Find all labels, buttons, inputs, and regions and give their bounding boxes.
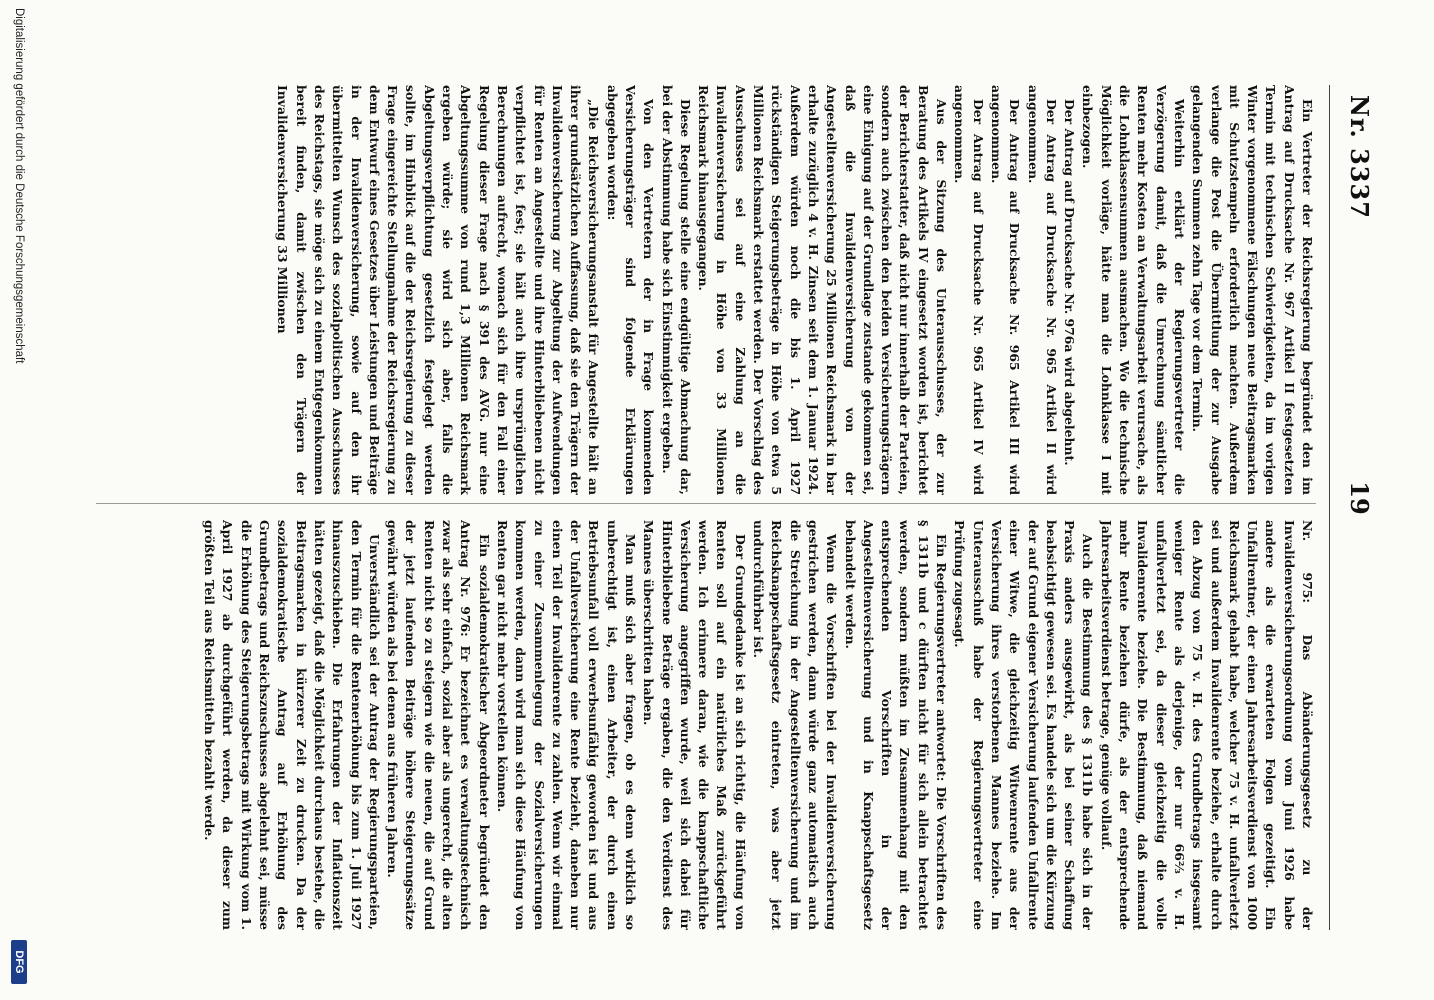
- paragraph: Diese Regelung stelle eine endgültige Abmachung dar, bei der Abstimmung habe sich Einstimmigkeit ergeben.: [659, 85, 693, 495]
- header-rule: [1329, 85, 1330, 930]
- paragraph: Ein Regierungsvertreter antwortet: Die Vorschriften des § 1311b und c dürften nicht für sich allein betrachtet werden, sondern müßten im Zusammenhang mit den entsprechenden Vorschriften in der Angestelltenversicherung und in Knappschaftsgesetz behandelt werden.: [842, 520, 950, 930]
- credit-text: Digitalisierung gefördert durch die Deutsche Forschungsgemeinschaft: [13, 8, 25, 364]
- paragraph: Auch die Bestimmung des § 1311b habe sich in der Praxis anders ausgewirkt, als bei seiner Schaffung beabsichtigt gewesen sei. Es handele sich um die Kürzung der auf Grund eigener Versicherung laufenden Unfallrente einer Witwe, die gleichzeitig Witwenrente aus der Versicherung ihres verstorbenen Mannes beziehe. Im Unterausschuß habe der Regierungsvertreter eine Prüfung zugesagt.: [952, 520, 1096, 930]
- text-column-left: [94, 520, 1316, 930]
- paragraph: Der Grundgedanke ist an sich richtig, die Häufung von Renten soll auf ein natürliches Maß zurückgeführt werden. Ich erinnere daran, wie die knappschaftliche Versicherung angegriffen wurde, weil sich dabei für Hinterbliebene Beträge ergaben, die den Verdienst des Mannes überschritten haben.: [641, 520, 748, 930]
- paragraph: Der Antrag auf Drucksache Nr. 965 Artikel II wird angenommen.: [1025, 85, 1059, 495]
- text-column-right: [96, 85, 1316, 495]
- digitization-credit: [6, 0, 32, 1000]
- quoted-declaration: „Die Reichsversicherungsanstalt für Angestellte hält an ihrer grundsätzlichen Auffassung, daß sie den Trägern der Invalidenversicherung zur Abgeltung der Aufwendungen für Renten an Angestellte und ihre Hinterbliebenen nicht verpflichtet ist, fest; sie hält auch ihre ursprünglichen Berechnungen aufrecht, wonach sich für den Fall einer Regelung dieser Frage nach § 391 des AVG. nur eine Abgeltungssumme von rund 1,3 Millionen Reichsmark ergeben würde; sie wird sich aber, falls die Abgeltungsverpflichtung gesetzlich festgelegt werden sollte, im Hinblick auf die der Reichsregierung zu dieser Frage eingereichte Stellungnahme der Reichsregierung zu dem Entwurf eines Gesetzes über Leistungen und Beiträge in der Invalidenversicherung, sowie auf den ihr übermittelten Wunsch des sozialpolitischen Ausschusses des Reichstags, sie möge sich zu einem Entgegenkommen bereit finden, damit zwischen den Trägern der Invalidenversicherung 33 Millionen: [275, 85, 602, 495]
- document-number: Nr. 3337: [1345, 95, 1374, 219]
- paragraph: Nr. 975: Das Abänderungsgesetz zu der Invalidenversicherungsordnung vom Juni 1926 habe andere als die erwarteten Folgen gezeitigt. Ein Unfallrentner, der einen Jahresarbeitsverdienst von 1000 Reichsmark gehabt habe, welcher 75 v. H. unfallverletzt sei und außerdem Invalidenrente beziehe, erhalte durch den Abzug von 75 v. H. des Grundbetrags insgesamt weniger Rente als derjenige, der nur 66⅔ v. H. unfallverletzt sei, da dieser gleichzeitig die volle Invalidenrente beziehe. Die Bestimmung, daß niemand mehr Rente beziehen dürfe, als der entsprechende Jahresarbeitsverdienst betrage, genüge vollauf.: [1098, 520, 1315, 930]
- paragraph: Von den Vertretern der in Frage kommenden Versicherungsträger sind folgende Erklärungen abgegeben worden:: [604, 85, 657, 495]
- column-divider: [96, 503, 1316, 504]
- paragraph: Der Antrag auf Drucksache Nr. 976a wird abgelehnt.: [1062, 99, 1078, 466]
- paragraph: Der Antrag auf Drucksache Nr. 965 Artikel IV wird angenommen.: [952, 85, 986, 495]
- paragraph: Der Antrag auf Drucksache Nr. 965 Artikel III wird angenommen.: [988, 85, 1023, 495]
- paragraph: Wenn die Vorschriften bei der Invalidenversicherung gestrichen werden, dann würde ganz automatisch auch die Streichung in der Angestelltenversicherung und im Reichsknappschaftsgesetz eintreten, was aber jetzt undurchführbar ist.: [751, 520, 840, 930]
- paragraph: Man muß sich aber fragen, ob es denn wirklich so unberechtigt ist, einen Arbeiter, der durch einen Betriebsunfall voll erwerbsunfähig geworden ist und aus der Unfallversicherung eine Rente bezieht, daneben nur einen Teil der Invalidenrente zu zahlen. Wenn wir einmal zu einer Zusammenlegung der Sozialversicherungen kommen werden, dann wird man sich diese Häufung von Renten gar nicht mehr vorstellen können.: [494, 520, 639, 930]
- paragraph: Unverständlich sei der Antrag der Regierungsparteien, den Termin für die Rentenerhöhung bis zum 1. Juli 1927 hinauszuschieben. Die Erfahrungen der Inflationszeit hätten gezeigt, daß die Möglichkeit durchaus bestehe, die Beitragsmarken in kürzerer Zeit zu drucken. Da der sozialdemokratische Antrag auf Erhöhung des Grundbetrags und Reichszuschusses abgelehnt sei, müsse die Erhöhung des Steigerungsbetrags mit Wirkung vom 1. April 1927 ab durchgeführt werden, da dieser zum größten Teil aus Reichsmitteln bezahlt werde.: [202, 520, 382, 930]
- dfg-logo: DFG: [11, 940, 27, 984]
- paragraph: Weiterhin erklärt der Regierungsvertreter die Verzögerung damit, daß die Umrechnung sämtlicher Renten mehr Kosten an Verwaltungsarbeit verursache, als die Lohnklassensummen ausmachen. Wo die technische Möglichkeit vorläge, hätte man die Lohnklasse I mit einbezogen.: [1080, 85, 1187, 495]
- paragraph: Ein sozialdemokratischer Abgeordneter begründet den Antrag Nr. 976: Er bezeichnet es verwaltungstechnisch zwar als sehr einfach, sozial aber als ungerecht, die alten Renten nicht so zu steigern wie die neuen, die auf Grund der jetzt laufenden Beiträge höhere Steigerungssätze gewährt würden als bei denen aus früheren Jahren.: [385, 520, 492, 930]
- paragraph: Aus der Sitzung des Unterausschusses, der zur Beratung des Artikels IV eingesetzt worden ist, berichtet der Berichterstatter, daß nicht nur innerhalb der Parteien, sondern auch zwischen den beiden Versicherungsträgern eine Einigung auf der Grundlage zustande gekommen sei, daß die Invalidenversicherung von der Angestelltenversicherung 25 Millionen Reichsmark in bar erhalte zuzüglich 4 v. H. Zinsen seit dem 1. Januar 1924. Außerdem würden noch die bis 1. April 1927 rückständigen Steigerungsbeträge in Höhe von etwa 5 Millionen Reichsmark erstattet werden. Der Vorschlag des Ausschusses sei auf eine Zahlung an die Invalidenversicherung in Höhe von 33 Millionen Reichsmark hinausgegangen.: [696, 85, 950, 495]
- paragraph: Ein Vertreter der Reichsregierung begründet den im Antrag auf Drucksache Nr. 967 Artikel II festgesetzten Termin mit technischen Schwierigkeiten, da im vorigen Winter vorgenommene Fälschungen neue Beitragsmarken mit Schutzstempeln erforderlich machten. Außerdem verlange die Post die Übermittlung der zur Ausgabe gelangenden Summen zehn Tage vor dem Termin.: [1190, 85, 1315, 495]
- page-number: 19: [1345, 481, 1374, 515]
